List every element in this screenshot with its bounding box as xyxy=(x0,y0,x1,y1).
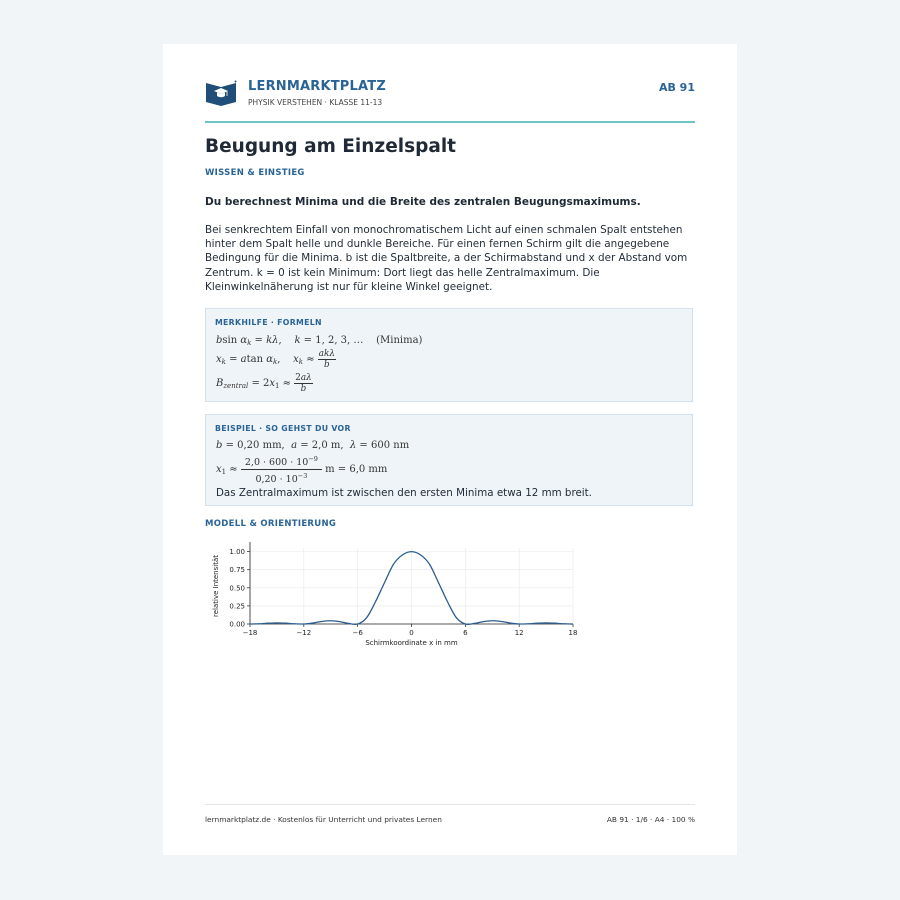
footer-divider xyxy=(205,804,695,805)
example-box-title: BEISPIEL · SO GEHST DU VOR xyxy=(215,424,351,433)
section-label-model: MODELL & ORIENTIERUNG xyxy=(205,519,337,529)
sheet-id: AB 91 xyxy=(658,81,695,94)
x-tick-label-5: 12 xyxy=(514,629,524,637)
example-calculation: $x_1$ ≈ $\frac{2,0 \cdot 600 \cdot 10^{-9}}{0,20 \cdot 10^{-3}}$ m = 6,0 mm xyxy=(216,455,388,485)
x-tick-label-6: 18 xyxy=(568,629,578,637)
x-tick-label-1: −12 xyxy=(296,629,312,637)
page-header xyxy=(205,79,695,124)
x-tick-label-3: 0 xyxy=(409,629,414,637)
section-label-intro: WISSEN & EINSTIEG xyxy=(205,168,305,178)
book-graduation-cap-icon xyxy=(205,80,237,106)
formula-minima-condition: bsin $\alpha_k = k\lambda$, k = 1, 2, 3, … (Minima) xyxy=(216,335,423,347)
chart-y-axis-label: relative Intensität xyxy=(212,555,220,617)
y-tick-label-4: 1.00 xyxy=(229,548,245,557)
intensity-chart xyxy=(205,539,585,654)
example-result: Das Zentralmaximum ist zwischen den ersten Minima etwa 12 mm breit. xyxy=(216,487,592,499)
formula-minima-note: (Minima) xyxy=(376,335,423,346)
example-box xyxy=(205,414,693,506)
x-tick-label-0: −18 xyxy=(242,629,258,637)
footer-page-info: AB 91 · 1/6 · A4 · 100 % xyxy=(606,815,695,824)
y-tick-label-1: 0.25 xyxy=(229,602,245,611)
footer-website: lernmarktplatz.de · Kostenlos für Unterricht und privates Lernen xyxy=(205,815,442,824)
header-divider xyxy=(205,121,695,123)
formula-box-title: MERKHILFE · FORMELN xyxy=(215,318,322,327)
x-tick-label-4: 6 xyxy=(463,629,468,637)
lead-text: Du berechnest Minima und die Breite des zentralen Beugungsmaximums. xyxy=(205,196,641,208)
formula-box xyxy=(205,308,693,402)
worksheet-page xyxy=(163,44,737,855)
y-tick-label-3: 0.75 xyxy=(229,566,245,575)
formula-central-width: $B_{zentral} = 2x_1$ ≈ $\frac{2a\lambda}{b}$ xyxy=(216,373,312,394)
x-tick-label-2: −6 xyxy=(352,629,363,637)
formula-position: $x_k = atan$ $\alpha_k$, $x_k$ ≈ $\frac{\text{akλ}}{b}$ xyxy=(216,349,335,370)
example-given-values: b = 0,20 mm, a = 2,0 m, λ = 600 nm xyxy=(216,440,410,451)
body-paragraph: Bei senkrechtem Einfall von monochromatischem Licht auf einen schmalen Spalt entstehen hinter dem Spalt helle und dunkle Bereiche. Für einen fernen Schirm gilt die angegebene Bedingung für die Minima. b ist die Spaltbreite, a der Schirmabstand und x der Abstand vom Zentrum. k = 0 ist kein Minimum: Dort liegt das helle Zentralmaximum. Die Kleinwinkelnäherung ist nur für kleine Winkel geeignet. xyxy=(205,224,688,293)
y-tick-label-0: 0.00 xyxy=(229,620,245,629)
page-title: Beugung am Einzelspalt xyxy=(205,136,457,157)
y-tick-label-2: 0.50 xyxy=(229,584,245,593)
chart-grid xyxy=(250,548,573,624)
brand-subtitle: PHYSIK VERSTEHEN · KLASSE 11-13 xyxy=(248,98,383,107)
chart-x-axis-label: Schirmkoordinate x in mm xyxy=(365,639,458,647)
brand-name: LERNMARKTPLATZ xyxy=(248,79,386,94)
